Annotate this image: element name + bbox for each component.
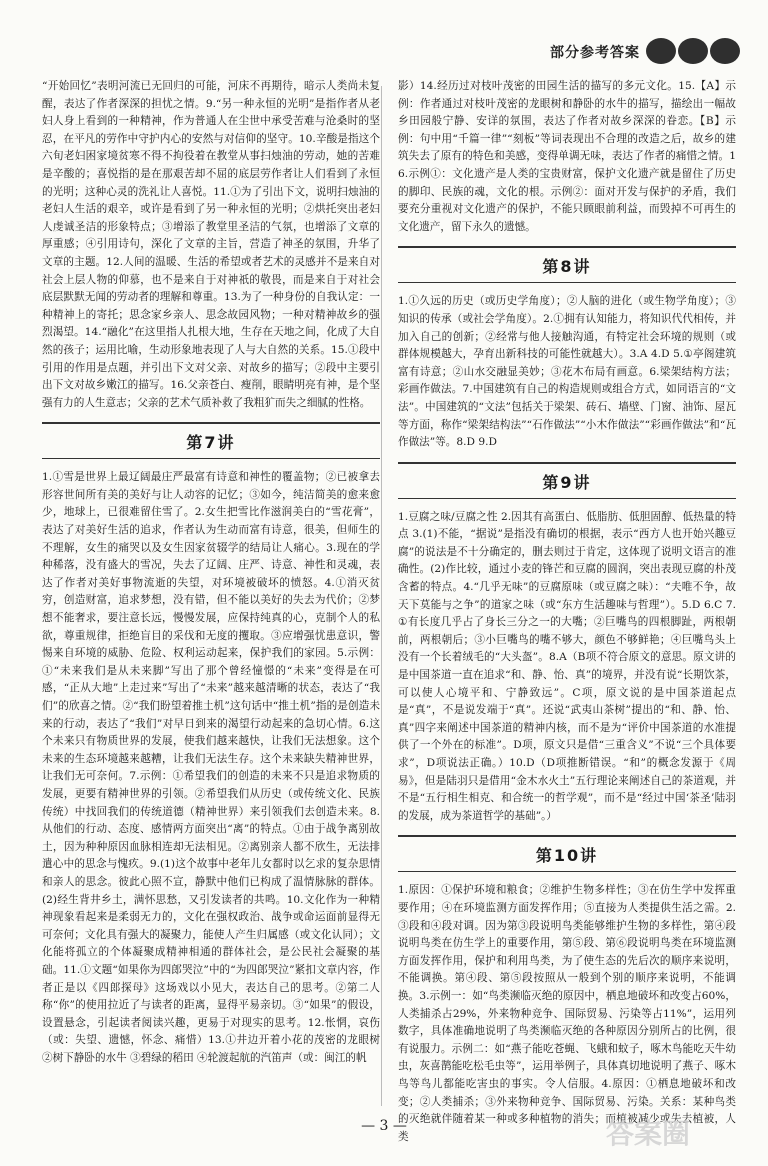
watermark-logo: 答案圈	[606, 1117, 691, 1150]
lecture-heading-9: 第9讲	[398, 462, 736, 499]
decorative-dot	[710, 38, 740, 64]
decorative-dot	[646, 38, 676, 64]
answer-block-lecture8: 1.①久远的历史（或历史学角度）；②人脑的进化（或生物学角度）；③知识的传承（或社会学角度）。2.①拥有认知能力，将知识代代相传，并加入自己的创新；②经常与他人接触沟通，有特定社会环境的规则（或群体规模越大，孕育出新科技的可能性就越大）。3.A 4.D 5.①亭阁建筑富有诗意；②山水交融显美妙；③花木布局有画意。6.梁架结构方法；彩画作做法。7.中国建筑有自己的构造规则或组合方式，如同语言的“文法”。中国建筑的“文法”包括关于梁架、砖石、墙壁、门窗、油饰、屋瓦等方面，称作“梁架结构法”“石作做法”“小木作做法”“彩画作做法”和“瓦作做法”等。8.D 9.D	[398, 295, 736, 449]
page-number: — 3 —	[361, 1118, 407, 1134]
decorative-dot	[678, 38, 708, 64]
answer-block-lecture6-end: “开始回忆”表明河流已无回归的可能，河床不再期待，暗示人类尚未复醒，表达了作者深深的担忧之情。9.“另一种永恒的光明”是指作者从老妇人身上看到的一种精神，作为普通人在尘世中承受苦难与沧桑时的坚忍，在平凡的劳作中守护内心的安然与对信仰的坚守。10.辛酸是指这个六旬老妇困家境贫寒不得不拘役着在教堂从事扫烛油的劳动，她的苦难是辛酸的；喜悦指的是在那艰苦却不屈的底层劳作者让人们看到了永恒的光明；这种心灵的洗礼让人喜悦。11.①为了引出下文，说明扫烛油的老妇人生活的艰辛，或许是看到了另一种永恒的光明；②烘托突出老妇人虔诚圣洁的形象特点；③增添了教堂里圣洁的气氛，也增添了文章的厚重感；④引用诗句，深化了文章的主旨，营造了神圣的氛围，升华了文章的主题。12.人间的温暖、生活的希望或者艺术的灵感并不是来自对社会上层人物的仰慕，也不是来自于对神祇的敬畏，而是来自于对社会底层默默无闻的劳动者的理解和尊重。13.为了一种身份的自我认定：一种精神上的寄托；思念家乡亲人、思念故园风物；一种对精神故乡的强烈渴望。14.“融化”在这里指人扎根大地，生存在天地之间，化成了大自然的孩子；运用比喻，生动形象地表现了人与大自然的关系。15.①段中引用的作用是点题，并引出下文对父亲、对故乡的描写；②段中主要引出下文对故乡嫩江的描写。16.父亲苍白、瘦削，眼睛明亮有神，是个坚强有力的人生意志；父亲的艺术气质补救了我粗犷而失之细腻的性格。	[42, 80, 380, 409]
page-header	[0, 0, 768, 70]
lecture-heading-7: 第7讲	[42, 422, 380, 459]
column-divider	[381, 86, 382, 1106]
header-title: 部分参考答案	[550, 45, 640, 61]
answer-block-lecture9: 1.豆腐之味/豆腐之性 2.因其有高蛋白、低脂肪、低胆固醇、低热量的特点 3.(1)不能，“据说”是指没有确切的根据，表示“西方人也开始兴趣豆腐”的说法是不十分确定的，删去则过于肯定，这体现了说明文语言的准确性。(2)作比较，通过小麦的锋芒和豆腐的圆润，突出表现豆腐的朴茂含蓄的特点。4.“几乎无味”的豆腐原味（或豆腐之味）：“夫唯不争，故天下莫能与之争”的道家之味（或“东方生活趣味与哲理”）。5.D 6.C 7.①有长度几乎占了身长三分之一的大嘴；②巨嘴鸟的四根脚趾，两根朝前，两根朝后；③小巨嘴鸟的嘴不够大，颜色不够鲜艳；④巨嘴鸟头上没有一个长着绒毛的“大头盔”。8.A（B项不符合原文的意思。原文讲的是中国茶道一直在追求“和、静、怡、真”的境界，并没有说“长期饮茶，可以使人心境平和、宁静致远”。C项，原文说的是中国茶道起点是“真”，不是说发端于“真”。还说“武夷山茶树”提出的“和、静、怡、真”四字来阐述中国茶道的精神内核，而不是为“评价中国茶道的水准提供了一个外在的标准”。D项，原文只是借“三重含义”不说“三个具体要求”，D项说法正确。）10.D（D项推断错误。“和”的概念发源于《周易》，但是陆羽只是借用“金木水火土”五行理论来阐述自己的茶道观，并不是“五行相生相克、和合统一的哲学观”，而不是“经过中国‘茶圣’陆羽的发展，成为茶道哲学的基础”。）	[398, 510, 736, 822]
answer-block-lecture7: 1.①雪是世界上最辽阔最庄严最富有诗意和神性的覆盖物；②已被拿去形容世间所有美的美好与让人动容的记忆；③如今，纯洁简美的愈来愈少，地球上，已很难留住雪了。2.女生把雪比作滋润美白的“雪花膏”，表达了对美好生活的追求，作者认为生动而富有诗意，很美，但师生的不理解，女生的痛哭以及女生因家贫辍学的结局让人痛心。3.现在的学种稀落，没有盛大的雪况，失去了辽阔、庄严、诗意、神性和灵魂，表达了作者对美好事物流逝的失望，对环境被破坏的愤怒。4.①消灭贫穷，创造财富，追求梦想，没有错，但不能以美好的失去为代价；②梦想不能奢求，要注意长远，慢慢发展，应保持纯真的心，克制个人的私欲，尊重规律，拒绝盲目的采伐和无度的攫取。③应增强忧患意识，警惕来自环境的威胁、危险、权利运动起来，保护我们的家园。5.示例：①“未来我们是从未来脚”写出了那个曾经憧憬的“未来”变得是在可感，“正从大地”上走过来”写出了“未来”越来越清晰的状态，表达了“我们”的欣喜之情。②“我们盼望着推土机”这句话中“推土机”指的是创造未来的行动，表达了“我们”对早日到来的渴望行动起来的急切心情。6.这个未来只有物质世界的发展，使我们越来越快，让我们无法想象。这个未来的生态环境越来越糟，让我们无法生存。这个未来缺失精神世界，让我们无可奈何。7.示例：①希望我们的创造的未来不只是追求物质的发展，更要有精神世界的引领。②希望我们从历史（或传统文化、民族传统）中找回我们的传统道德（精神世界）来引领我们去创造未来。8.从他们的行动、态度、感情两方面突出“离”的特点。①由于战争离别故土，因为种种原因血脉相连却无法相见。②离别亲人都不欣生，无法排遣心中的思念与愧疚。9.(1)这个故事中老年儿女都时以乞求的复杂思情和亲人的思念。彼此心照不宣，静默中他们已构成了温情脉脉的群体。(2)经生背井乡土，满怀思愁，又引发读者的共鸣。10.文化作为一种精神现象看起来是柔弱无力的，文化在强权政治、战争或命运面前显得无可奈何；文化具有强大的凝聚力，能使人产生归属感（或文化认同）；文化能将孤立的个体凝聚成精神相通的群体社会，是公民社会凝聚的基础。11.①文题“如果你为四郎哭泣”中的“为四郎哭泣”紧扣文章内容，作者正是以《四郎探母》这场戏以小见大，表达自己的思考。②第二人称“你”的使用拉近了与读者的距离，显得平易亲切。③“如果”的假设，设置悬念，引起读者阅读兴趣，更易于对现实的思考。12.怅惘，哀伤（或：失望、遗憾，怀念、痛惜）13.①井边开着小花的茂密的龙眼树 ②树下静卧的水牛 ③碧绿的稻田 ④轮渡起航的汽笛声（或：闽江的帆	[42, 471, 380, 1064]
left-column	[42, 78, 380, 1108]
lecture-heading-10: 第10讲	[398, 835, 736, 872]
header-decoration	[646, 38, 740, 64]
answer-block-lecture7-end: 影）14.经历过对枝叶茂密的田园生活的描写的多元文化。15.【A】示例：作者通过对枝叶茂密的龙眼树和静卧的水牛的描写，描绘出一幅故乡田园般宁静、安详的氛围，表达了作者对故乡深深的眷恋。【B】示例：句中用“千篇一律”“刻板”等词表现出不合理的改造之后，故乡的建筑失去了原有的特色和美感，变得单调无味，表达了作者的痛惜之情。16.示例①：文化遗产是人类的宝贵财富，保护文化遗产就是留住了历史的脚印、民族的魂，文化的根。示例②：面对开发与保护的矛盾，我们要充分重视对文化遗产的保护，不能只顾眼前利益，而毁掉不可再生的文化遗产，留下永久的遗憾。	[398, 80, 736, 233]
answer-block-lecture10: 1.原因：①保护环境和粮食；②维护生物多样性；③在仿生学中发挥重要作用；④在环境监测方面发挥作用；⑤直接为人类提供生活之需。2.③段和④段对调。因为第③段说明鸟类能够维护生物的多样性，第④段说明鸟类在仿生学上的重要作用，第⑤段、第⑥段说明鸟类在环境监测方面发挥作用，保护和利用鸟类，为了使生态的先后次的顺序来说明，不能调换。第④段、第⑤段按照从一般到个别的顺序来说明，不能调换。3.示例一：如“鸟类濒临灭绝的原因中，栖息地破坏和改变占60%，人类捕杀占29%，外来物种竞争、国际贸易、污染等占11%”，运用列数字，具体准确地说明了鸟类濒临灭绝的各种原因分别所占的比例，很有说服力。示例二：如“燕子能吃苍蝇、飞蛾和蚊子，啄木鸟能吃天牛幼虫，灰喜鹊能吃松毛虫等”，运用举例子，具体真切地说明了燕子、啄木鸟等鸟儿都能吃害虫的事实。令人信服。4.原因：①栖息地破坏和改变；②人类捕杀；③外来物种竞争、国际贸易、污染。关系：某种鸟类的灭绝就伴随着某一种或多种植物的消失；而植被减少或失去植被，人类	[398, 884, 736, 1143]
lecture-heading-8: 第8讲	[398, 246, 736, 283]
